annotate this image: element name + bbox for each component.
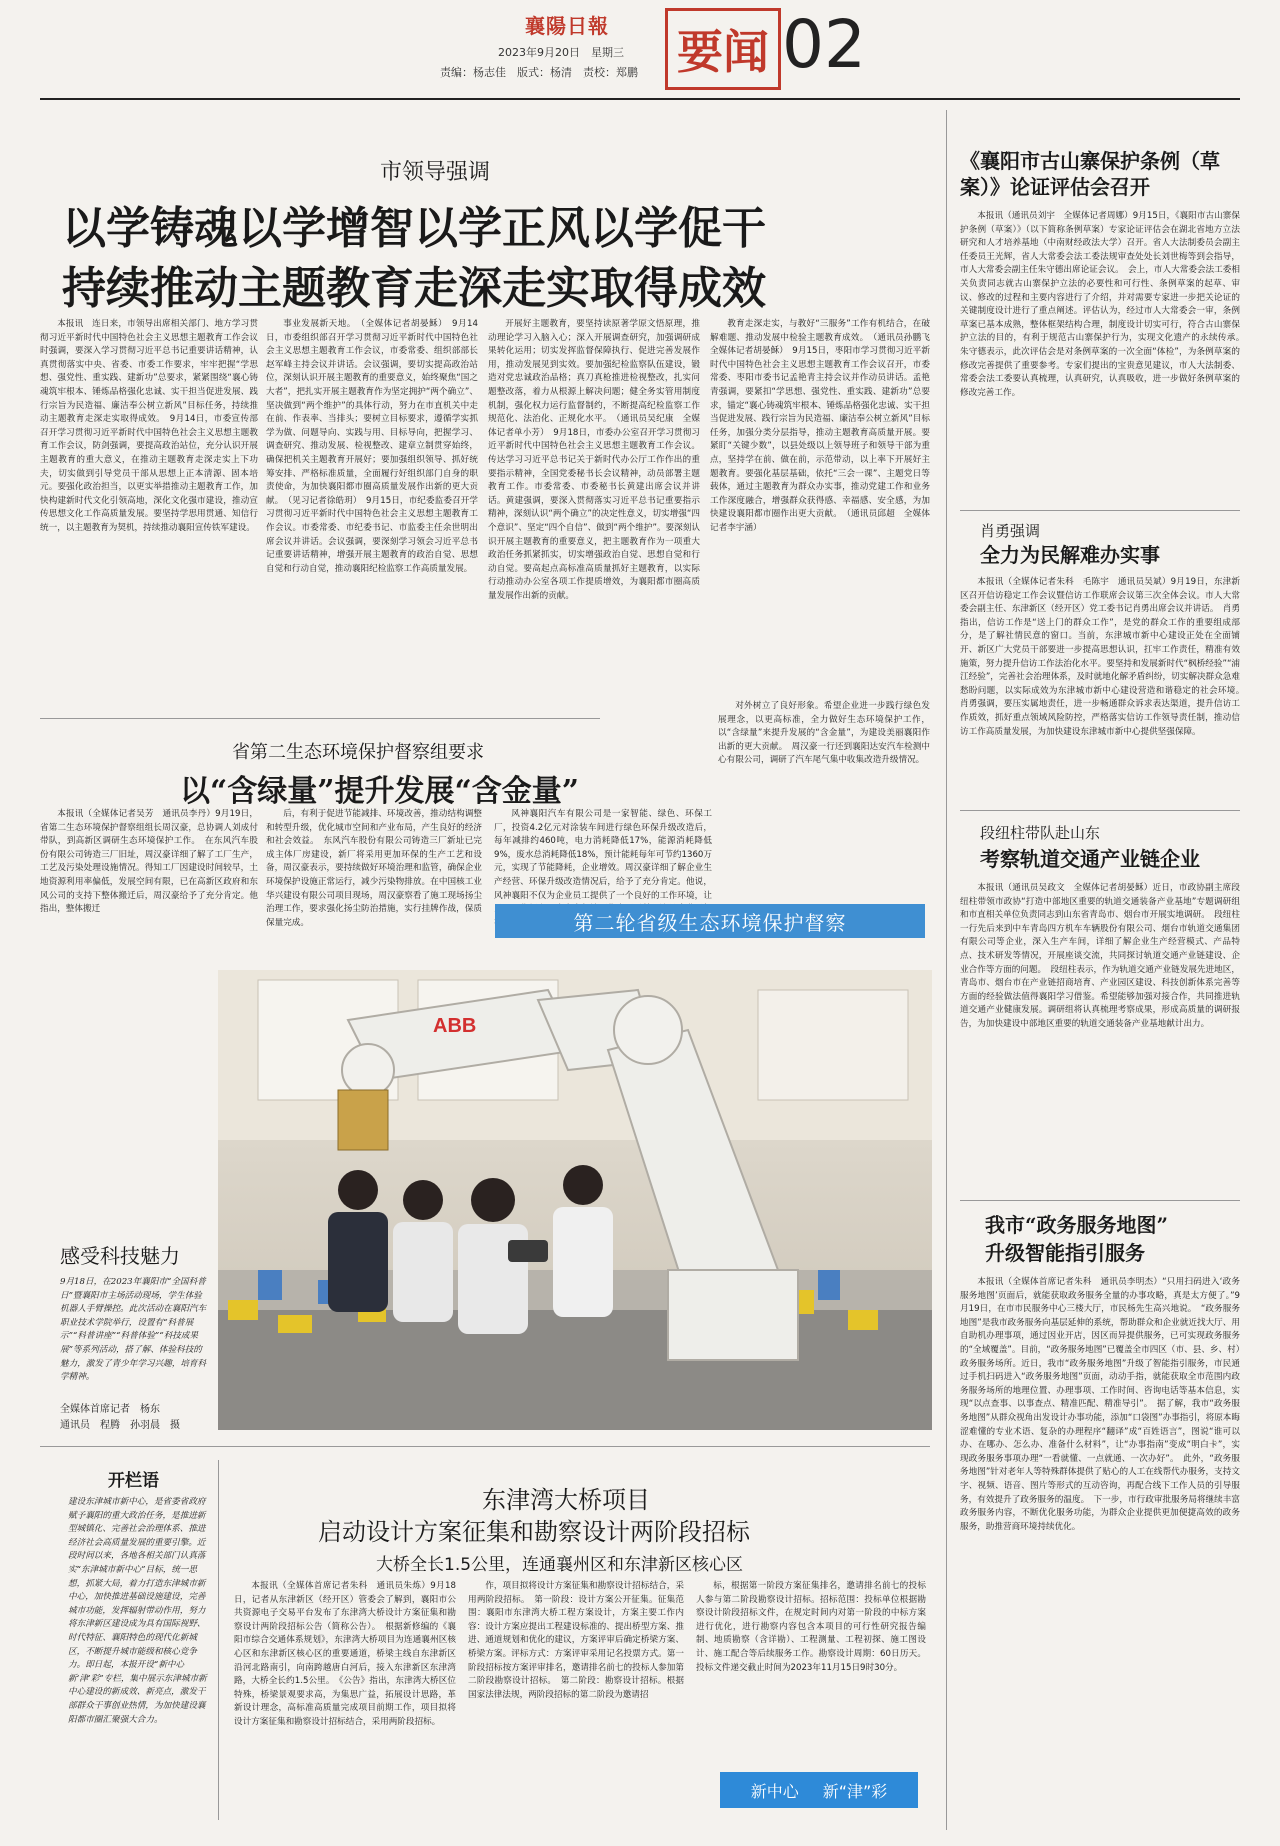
right-d-body: 本报讯（全媒体首席记者朱科 通讯员李明杰）“只用扫码进入‘政务服务地图’页面后，就能获取政务服务全量的办事攻略，真是太方便了。”9月19日，在市市民服务中心三楼大厅，市民杨先生高兴地说。 “政务服务地图”是我市政务服务向基层延伸的系统，帮助群众和企业就近找大厅、用自助机办理事项，通过因业开店，因区而异提供服务，已可实现政务服务的“全域覆盖”。目前，“政务服务地图”已覆盖全市四区（市、县、乡、村）政务服务场所。近日，我市“政务服务地图”升级了智能指引服务，市民通过手机扫码进入“政务服务地图”页面，动动手指，就能获取全市范围内政务服务场所的地理位置、办理事项、工作时间、咨询电话等基本信息，实现“以点查事、以事查点、精准匹配、精准导引”。 据了解，我市“政务服务地图”从群众视角出发设计办事功能，添加“口袋图”办事指引，将原本晦涩难懂的专业术语、复杂的办理程序“翻译”成“百姓语言”，图说“谁可以办、在哪办、怎么办、准备什么材料”，让“办事指南”变成“明白卡”，实现政务服务事项办理“一看就懂、一点就通、一次办好”。 此外，“政务服务地图”针对老年人等特殊群体提供了贴心的人工在线帮代办服务，支持文字、视频、语音、图片等形式的互动咨询，再配合线下工作人员的引导服务，有效提升了政务服务的温度。 下一步，市行政审批服务局将继续丰富政务服务内容，不断优化服务功能，为群众企业提供更加便捷高效的政务服务，助推营商环境持续优化。 xyxy=(960,1277,1240,1532)
divider xyxy=(40,1446,930,1447)
bridge-column-3: 标，根据第一阶段方案征集排名，邀请排名前七的投标人参与第二阶段勘察设计招标。招标范围：投标单位根据勘察设计阶段招标文件，在规定时间内对第一阶段的中标方案进行优化，进行勘察内容包含本项目的可行性研究报告编制、地质勘察（含详勘）、工程测量、工程初探、施工图设计、施工配合等后续服务工作。勘察设计周期：60日历天。投标文件递交截止时间为2023年11月15日9时30分。 xyxy=(696,1581,926,1673)
bridge-headline-1: 东津湾大桥项目 xyxy=(482,1486,650,1514)
divider xyxy=(946,110,947,1830)
photo-credit-1: 全媒体首席记者 杨东 xyxy=(60,1404,160,1415)
right-d-headline-2: 升级智能指引服务 xyxy=(985,1241,1145,1265)
page-number: 02 xyxy=(782,6,866,83)
divider xyxy=(218,1460,219,1820)
column-tag xyxy=(720,1772,918,1808)
bridge-column-1: 本报讯（全媒体首席记者朱科 通讯员朱炼）9月18日，记者从东津新区（经开区）管委会了解到，襄阳市公共资源电子交易平台发布了东津湾大桥设计方案征集和勘察设计两阶段招标公告（简称公告）。 根据新修编的《襄阳市综合交通体系规划》，东津湾大桥项目为连通襄州区核心区和东津新区核心区的重要通道，桥梁主线自东津新区沿河北路南引，向南跨越唐白河后，接入东津新区东津湾路，大桥全长约1.5公里。 《公告》指出，东津湾大桥区位特殊，桥梁景观要求高，为集思广益，拓展设计思路，革新设计理念，高标准高质量完成项目前期工作，项目拟将设计方案征集和勘察设计招标结合，采用两阶段招标。 xyxy=(234,1581,456,1727)
issue-date: 2023年9月20日 星期三 xyxy=(498,46,624,59)
series-banner: 第二轮省级生态环境保护督察 xyxy=(495,904,925,938)
right-a-body: 本报讯（通讯员刘宇 全媒体记者周娜）9月15日，《襄阳市古山寨保护条例（草案）》（以下简称条例草案）专家论证评估会在湖北省地方立法研究和人才培养基地（中南财经政法大学）召开。省人大法制委员会副主任委员王光辉，省人大常委会法工委法规审查处处长刘世梅等到会指导，市人大常委会副主任朱守德出席论证会议。 会上，市人大常委会法工委相关负责同志就古山寨保护立法的必要性和可行性、条例草案的起草、审议、修改的过程和主要内容进行了介绍，并对需要专家进一步把关论证的关键制度设计进行了重点阐述。评估认为，经过市人大常委会一审，条例草案已基本成熟，整体框架结构合理，制度设计切实可行，符合古山寨保护立法的目的，有利于规范古山寨保护行为，实现文化遗产的永续传承。 朱守德表示，此次评估会是对条例草案的一次全面“体检”，为条例草案的修改完善提供了重要参考。专家们提出的宝贵意见建议，市人大法制委、常委会法工委要认真梳理，认真研究，认真吸收，进一步做好条例草案的修改完善工作。 xyxy=(960,211,1249,398)
lead-kicker: 市领导强调 xyxy=(380,160,491,185)
right-c-body: 本报讯（通讯员吴政文 全媒体记者胡晏稣）近日，市政协副主席段纽柱带领市政协“打造中部地区重要的轨道交通装备产业基地”专题调研组和市直相关单位负责同志到山东省青岛市、烟台市开展实地调研。 段纽柱一行先后来到中车青岛四方机车车辆股份有限公司、烟台市轨道交通集团有限公司等企业，深入生产车间，详细了解企业生产经营模式、产品特点、技术研发等情况，开展座谈交流，共同探讨轨道交通产业链建设、企业合作等方面的问题。 段纽柱表示，作为轨道交通产业链发展先进地区，青岛市、烟台市在产业链招商培育、产业园区建设、科技创新体系完善等方面的经验做法值得襄阳学习借鉴。希望能够加强对接合作，共同推进轨道交通产业健康发展。调研组将认真梳理考察成果，形成高质量的调研报告，为加快建设中部地区重要的轨道交通装备产业基地献计出力。 xyxy=(960,883,1240,1029)
green-kicker: 省第二生态环境保护督察组要求 xyxy=(232,742,484,763)
photo-caption: 9月18日，在2023年襄阳市“全国科普日”暨襄阳市主场活动现场，学生体验机器人手臂操控。此次活动在襄阳汽车职业技术学院举行，设置有“科普展示”“科普讲座”“科普体验”“科技成果展”等系列活动，搭了解、体验科技的魅力，激发了青少年学习兴趣，培育科学精神。 xyxy=(60,1277,207,1383)
column-tag-right: 新“津”彩 xyxy=(822,1781,888,1801)
column-tag-left: 新中心 xyxy=(750,1781,799,1801)
green-column-3: 风神襄阳汽车有限公司是一家智能、绿色、环保工厂，投资4.2亿元对涂装车间进行绿色环保升级改造后，每年减排约460吨，电力消耗降低17%，能源消耗降低9%，废水总消耗降低18%，预计能耗每年可节约1360万元，实现了节能降耗，企业增效。周汉豪详细了解企业生产经营、环保升级改造情况后，给予了充分肯定。他说，风神襄阳不仅为企业员工提供了一个良好的工作环境，让 xyxy=(494,809,712,901)
right-b-body: 本报讯（全媒体记者朱科 毛陈宇 通讯员吴斌）9月19日，东津新区召开信访稳定工作会议暨信访工作联席会议第三次全体会议。市人大常委会副主任、东津新区（经开区）党工委书记肖勇出席会议并讲话。 肖勇指出，信访工作是“送上门的群众工作”，是党的群众工作的重要组成部分，是了解社情民意的窗口。当前，东津城市新中心建设正处在全面铺开、新区广大党员干部要进一步提高思想认识，扛牢工作责任，精准有效施策，努力提升信访工作法治化水平。要坚持和发展新时代“枫桥经验”“浦江经验”，完善社会治理体系，及时就地化解矛盾纠纷，切实解决群众急难愁盼问题，以实际成效为东津城市新中心建设营造和谐稳定的社会环境。 肖勇强调，要压实属地责任，进一步畅通群众诉求表达渠道，提升信访工作质效，抓好重点领域风险防控，严格落实信访工作领导责任制，推动信访工作高质量发展，为加快建设东津城市新中心提供坚强保障。 xyxy=(960,577,1249,737)
right-a-headline: 《襄阳市古山寨保护条例（草案）》论证评估会召开 xyxy=(960,149,1220,199)
right-c-kicker: 段纽柱带队赴山东 xyxy=(980,824,1101,842)
header-rule xyxy=(40,98,1240,100)
students-illustration xyxy=(328,1165,613,1334)
photo-credit-2: 通讯员 程腾 孙羽晨 摄 xyxy=(60,1420,180,1431)
column-intro-text: 建设东津城市新中心，是省委省政府赋予襄阳的重大政治任务，是推进新型城镇化、完善社会治理体系、推进经济社会高质量发展的重要引擎。近段时间以来，各地各相关部门认真落实“东津城市新中心”目标，统一思想，抓紧大局，着力打造东津城市新中心，加快推进基础设施建设，完善城市功能，发挥辐射带动作用，努力将东津新区建设成为具有国际视野、时代特征、襄阳特色的现代化新城区，不断提升城市能级和核心竞争力。即日起，本报开设“新中心 新‘津’彩”专栏，集中展示东津城市新中心建设的新成效、新亮点，激发干部群众干事创业热情，为加快建设襄阳都市圈汇聚强大合力。 xyxy=(68,1497,207,1725)
photo-illustration xyxy=(218,970,932,1430)
column-intro-title: 开栏语 xyxy=(108,1471,159,1491)
bridge-column-2: 作，项目拟将设计方案征集和勘察设计招标结合，采用两阶段招标。 第一阶段：设计方案公开征集。征集范围：襄阳市东津湾大桥工程方案设计，方案主要工作内容：设计方案应提出工程建设标准的、提出桥型方案、推进、通道规划和优化的建议，方案评审后确定桥梁方案、桥梁方案。评标方式：方案评审采用记名投票方式。第一阶段招标按方案评审排名，邀请排名前七的投标人参加第二阶段勘察设计招标。 第二阶段：勘察设计招标。根据国家法律法规，两阶段招标的第二阶段为邀请招 xyxy=(468,1581,684,1700)
abb-logo: ABB xyxy=(433,1015,477,1037)
lead-column-1: 本报讯 连日来，市领导出席相关部门、地方学习贯彻习近平新时代中国特色社会主义思想主题教育工作会议时强调，要深入学习贯彻习近平总书记重要讲话精神，认真贯彻落实中央、省委、市委工作要求，牢牢把握“学思想、强党性、重实践、建新功”总要求，紧紧围绕“襄心铸魂筑牢根本、锤炼品格强化忠诚、实干担当促进发展、践行宗旨为民造福、廉洁奉公树立新风”目标任务，持续推动主题教育走深走实取得成效。 9月14日，市委宣传部召开学习贯彻习近平新时代中国特色社会主义思想主题教育工作会议，防剑强调，要提高政治站位，充分认识开展主题教育的重大意义，在推动主题教育走深走实上下功夫，切实做到引导党员干部从思想上正本清源、固本培元。要强化政治担当，以更实举措推动主题教育工作，加快构建新时代文化引领高地，深化文化强市建设，推动宣传思想文化工作高质量发展。要坚持学思用贯通、知信行统一，以主题教育为契机，持续推动襄阳宣传铁军建设。 xyxy=(40,319,258,533)
divider xyxy=(960,810,1240,811)
bridge-headline-2: 启动设计方案征集和勘察设计两阶段招标 xyxy=(318,1518,750,1546)
divider xyxy=(960,510,1240,511)
right-d-headline-1: 我市“政务服务地图” xyxy=(985,1213,1169,1237)
green-column-1: 本报讯（全媒体记者吴芳 通讯员李丹）9月19日，省第二生态环境保护督察组组长周汉豪，总协调人刘成付带队，到高新区调研生态环境保护工作。 在东风汽车股份有限公司铸造三厂旧址，周汉豪详细了解了工厂生产，工艺及污染处理设施情况。得知工厂因建设时间较早，土地资源利用率偏低，发展空间有限，已在高新区政府和东风公司的支持下整体搬迁后，周汉豪给予了充分肯定。他指出，整体搬迁 xyxy=(40,809,258,915)
section-label: 要闻 xyxy=(665,8,781,90)
green-headline: 以“含绿量”提升发展“含金量” xyxy=(180,774,580,809)
right-c-headline: 考察轨道交通产业链企业 xyxy=(980,847,1200,871)
divider xyxy=(40,718,600,719)
robot-arm-photo xyxy=(218,970,932,1430)
editor-credits: 责编：杨志佳 版式：杨清 责校：郑鹏 xyxy=(440,66,638,79)
right-b-kicker: 肖勇强调 xyxy=(980,522,1041,540)
green-column-2: 后，有利于促进节能减排、环境改善，推动结构调整和转型升级，优化城市空间和产业布局，产生良好的经济和社会效益。 东风汽车股份有限公司铸造三厂新址已完成主体厂房建设，新厂将采用更加环保的生产工艺和设备，周汉豪表示，要持续做好环境治理和监管，确保企业环境保护设施正常运行，减少污染物排放。在中国核工业华兴建设有限公司项目现场，周汉豪察看了施工现场扬尘治理工作，要求强化扬尘防治措施，实行挂牌作战，保质保量完成。 xyxy=(266,809,482,928)
lead-column-3: 开展好主题教育，要坚持读原著学原文悟原理，推动理论学习入脑入心；深入开展调查研究，加强调研成果转化运用；切实发挥监督保障执行、促进完善发展作用，推动发展见到实效。要加强纪检监察队伍建设，锻造对党忠诚政治品格；真刀真枪推进检视整改，扎实问题整改落，着力从根源上解决问题；健全务实管用制度机制，强化权力运行监督制约，不断提高纪检监察工作规范化、法治化、正规化水平。 （通讯员吴纪康 全媒体记者单小芳） 9月18日，市委办公室召开学习贯彻习近平新时代中国特色社会主义思想主题教育工作会议。传达学习习近平总书记关于新时代办公厅工作作出的重要指示精神，全国党委秘书长会议精神，动员部署主题教育工作。市委常委、市委秘书长黄建出席会议并讲话。黄建强调，要深入贯彻落实习近平总书记重要指示精神，深刻认识“两个确立”的决定性意义，切实增强“四个意识”、坚定“四个自信”、做到“两个维护”。要深刻认识开展主题教育的重要意义，把主题教育作为一项重大政治任务抓紧抓实，切实增强政治自觉、思想自觉和行动自觉。要高起点高标准高质量抓好主题教育，以实际行动推动办公室各项工作提质增效，为襄阳都市圈高质量发展作出新的贡献。 xyxy=(488,319,700,601)
lead-headline-1: 以学铸魂以学增智以学正风以学促干 xyxy=(62,203,766,254)
bridge-subtitle: 大桥全长1.5公里，连通襄州区和东津新区核心区 xyxy=(376,1555,744,1575)
newspaper-logo: 襄陽日報 xyxy=(525,14,609,38)
photo-caption-title: 感受科技魅力 xyxy=(60,1244,180,1268)
right-b-headline: 全力为民解难办实事 xyxy=(980,543,1160,567)
lead-column-4: 教育走深走实，与教好“三服务”工作有机结合，在破解难题、推动发展中检验主题教育成效。 （通讯员孙鹏飞 全媒体记者胡晏稣） 9月15日，枣阳市学习贯彻习近平新时代中国特色社会主义思想主题教育工作会议召开，市委常委、枣阳市委书记孟艳青主持会议并作动员讲话。孟艳青强调，要紧扣“学思想、强党性、重实践、建新功”总要求，锚定“襄心铸魂筑牢根本、锤炼品格强化忠诚、实干担当促进发展、践行宗旨为民造福、廉洁奉公树立新风”目标任务，加强分类分层指导，推动主题教育高质量开展。要紧盯“关键少数”，以县处级以上领导班子和领导干部为重点，坚持学在前、做在前，示范带动，以上率下开展好主题教育。要强化基层基础，依托“三会一课”、主题党日等载体，通过主题教育为群众办实事，推动党建工作和业务工作深度融合，增强群众获得感、幸福感、安全感，为加快建设襄阳都市圈作出更大贡献。 （通讯员邱超 全媒体记者李宇涵） xyxy=(710,319,939,533)
green-column-4: 对外树立了良好形象。希望企业进一步践行绿色发展理念，以更高标准，全力做好生态环境保护工作，以“含绿量”来提升发展的“含金量”，为建设美丽襄阳作出新的更大贡献。 周汉豪一行还到襄阳达安汽车检测中心有限公司，调研了汽车尾气集中收集改造升级情况。 xyxy=(718,701,930,766)
lead-column-2: 事业发展新天地。 （全媒体记者胡晏稣） 9月14日，市委组织部召开学习贯彻习近平新时代中国特色社会主义思想主题教育工作会议，市委常委、组织部部长赵军峰主持会议并讲话。会议强调，要切实提高政治站位，深刻认识开展主题教育的重要意义，始终聚焦“国之大者”，把扎实开展主题教育作为坚定拥护“两个确立”、坚决做到“两个维护”的具体行动，努力在市直机关中走在前、作表率、当排头；要树立目标要求，遵循学实抓学为做、问题导向、实践与用、目标导向，把握学习、调查研究、推动发展、检视整改、建章立制贯穿始终，确保把机关主题教育开展好；要加强组织领导、抓好统筹安排、严格标准质量，全面履行好组织部门自身的职责使命，为加快襄阳都市圈高质量发展作出新的更大贡献。 （见习记者徐皓玥） 9月15日，市纪委监委召开学习贯彻习近平新时代中国特色社会主义思想主题教育工作会议。市委常委、市纪委书记、市监委主任余世明出席会议并讲话。会议强调，要深刻学习领会习近平总书记重要讲话精神，增强开展主题教育的政治自觉、思想自觉和行动自觉，推动襄阳纪检监察工作高质量发展。 xyxy=(266,319,478,574)
lead-headline-2: 持续推动主题教育走深走实取得成效 xyxy=(62,263,766,314)
divider xyxy=(960,1200,1240,1201)
